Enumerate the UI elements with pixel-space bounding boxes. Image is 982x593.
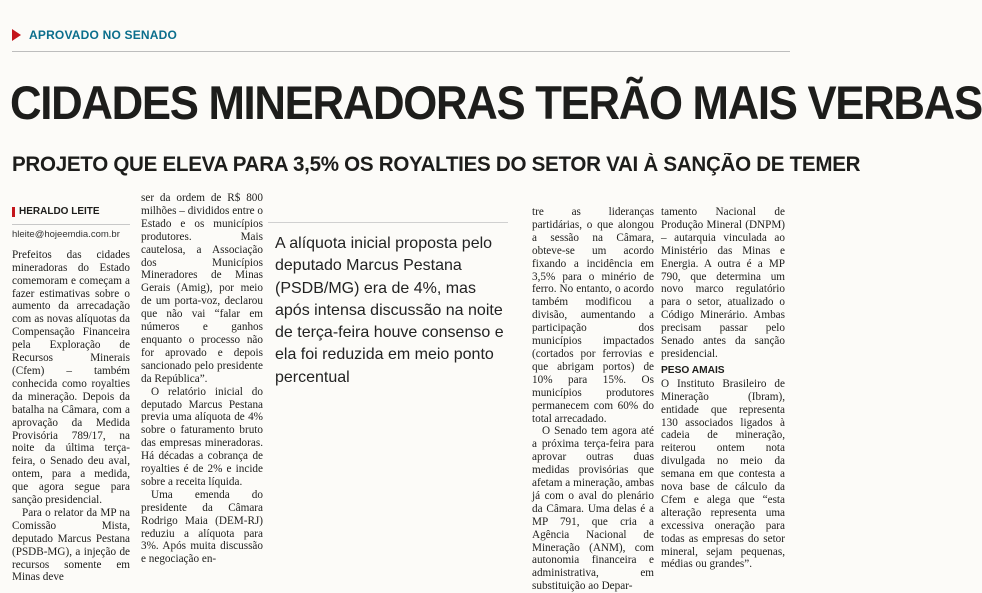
section-kicker <box>12 28 177 42</box>
paragraph: Uma emenda do presidente da Câmara Rodrigo Maia (DEM-RJ) reduziu a alíquota para 3%. Após muita discussão e negociação en- <box>141 488 263 566</box>
byline-bar-icon <box>12 207 15 217</box>
paragraph: ser da ordem de R$ 800 milhões – divididos entre o Estado e os municípios produtores. Mais cautelosa, a Associação dos Municípios Mineradores de Minas Gerais (Amig), por meio de um porta-voz, declarou que não vai “falar em números e ganhos enquanto o processo não for aprovado e depois sancionado pelo presidente da República”. <box>141 192 263 385</box>
paragraph: O Instituto Brasileiro de Mineração (Ibram), entidade que representa 130 associados ligados à cadeia de mineração, reiterou ontem nota divulgada no meio da semana em que contesta a nova base de cálculo da Cfem e alega que “esta alteração representa uma excessiva oneração para todas as empresas do setor mineral, sejam pequenas, médias ou grandes”. <box>661 377 785 571</box>
article-column-2 <box>141 192 263 566</box>
article-column-4 <box>661 206 785 571</box>
kicker-label: APROVADO NO SENADO <box>29 28 178 42</box>
paragraph: O Senado tem agora até a próxima terça-feira para aprovar outras duas medidas provisórias que afetam a mineração, ambas já com o aval do plenário da Câmara. Uma delas é a MP 791, que cria a Agência Nacional de Mineração (ANM), com autonomia financeira e administrativa, em substituição ao Depar- <box>532 425 654 593</box>
article-column-1 <box>12 206 130 584</box>
article-column-3 <box>532 206 654 593</box>
paragraph: tre as lideranças partidárias, o que alongou a sessão na Câmara, obteve-se um acordo fixando a incidência em 3,5% para o minério de ferro. No entanto, o acordo também modificou a divisão, aumentando a participação dos municípios impactados (cortados por ferrovias e que abrigam portos) de 10% para 15%. Os municípios produtores permanecem com 60% do total arrecadado. <box>532 206 654 425</box>
byline-email: hleite@hojeemdia.com.br <box>12 224 130 242</box>
subheadline: PROJETO QUE ELEVA PARA 3,5% OS ROYALTIES DO SETOR VAI À SANÇÃO DE TEMER <box>12 153 861 176</box>
kicker-arrow-icon <box>12 29 21 41</box>
pull-quote-divider <box>268 222 508 223</box>
pull-quote: A alíquota inicial proposta pelo deputado Marcus Pestana (PSDB/MG) era de 4%, mas após intensa discussão na noite de terça-feira houve consenso e ela foi reduzida em meio ponto percentual <box>275 235 504 386</box>
paragraph: tamento Nacional de Produção Mineral (DNPM) – autarquia vinculada ao Ministério das Minas e Energia. A outra é a MP 790, que determina um novo marco regulatório para o setor, atualizado o Código Minerário. Ambas precisam passar pelo Senado antes da sanção presidencial. <box>661 206 785 360</box>
headline: CIDADES MINERADORAS TERÃO MAIS VERBAS <box>10 76 982 129</box>
byline-author: HERALDO LEITE <box>19 206 100 217</box>
section-subtitle: PESO AMAIS <box>661 364 725 376</box>
paragraph: Para o relator da MP na Comissão Mista, deputado Marcus Pestana (PSDB-MG), a injeção de recursos somente em Minas deve <box>12 506 130 584</box>
paragraph: Prefeitos das cidades mineradoras do Estado comemoram e começam a fazer estimativas sobre o aumento da arrecadação com as novas alíquotas da Compensação Financeira pela Exploração de Recursos Minerais (Cfem) – também conhecida como royalties da mineração. Depois da batalha na Câmara, com a aprovação da Medida Provisória 789/17, na noite da última terça-feira, o Senado deu aval, ontem, para a medida, que agora segue para sanção presidencial. <box>12 248 130 507</box>
paragraph: O relatório inicial do deputado Marcus Pestana previa uma alíquota de 4% sobre o faturamento bruto das empresas mineradoras. Há décadas a cobrança de royalties é de 2% e incide sobre a receita líquida. <box>141 385 263 488</box>
top-divider <box>12 51 790 52</box>
byline <box>12 206 130 219</box>
